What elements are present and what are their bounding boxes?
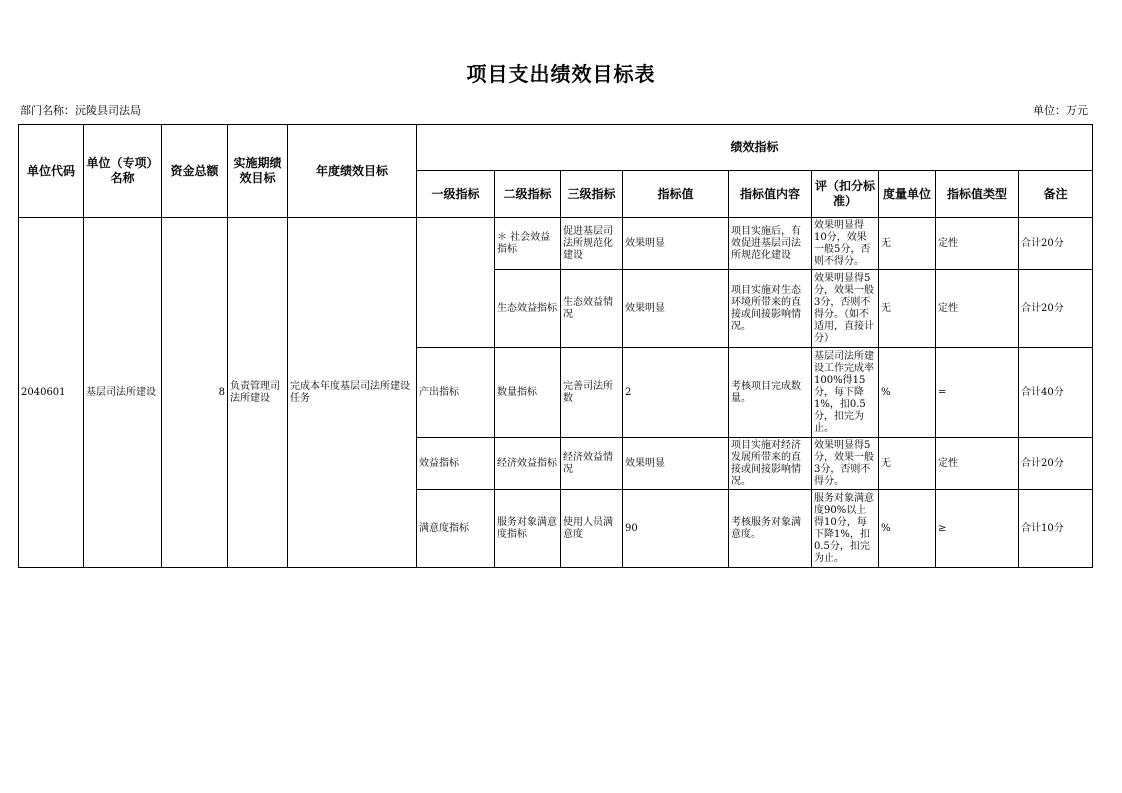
header-level1: 一级指标 <box>417 171 495 218</box>
cell-unit: 无 <box>879 438 936 490</box>
performance-table <box>18 124 1093 568</box>
cell-scoring: 效果明显得10分，效果一般5分，否则不得分。 <box>812 218 879 270</box>
cell-remark: 合计20分 <box>1019 218 1093 270</box>
project-annual-goal: 完成本年度基层司法所建设任务 <box>288 218 417 568</box>
cell-level2: 经济效益指标 <box>495 438 561 490</box>
unit-label: 单位：万元 <box>1033 104 1088 117</box>
cell-level2: ＊ 社会效益指标 <box>495 218 561 270</box>
cell-unit: 无 <box>879 218 936 270</box>
project-code: 2040601 <box>19 218 84 568</box>
cell-unit: 无 <box>879 270 936 348</box>
cell-scoring: 服务对象满意度90%以上得10分，每下降1%，扣0.5分，扣完为止。 <box>812 490 879 568</box>
cell-scoring: 效果明显得5分，效果一般3分，否则不得分。 <box>812 438 879 490</box>
cell-level2: 生态效益指标 <box>495 270 561 348</box>
header-period-goal: 实施期绩效目标 <box>228 125 288 218</box>
project-period-goal: 负责管理司法所建设 <box>228 218 288 568</box>
cell-level2: 服务对象满意度指标 <box>495 490 561 568</box>
cell-level1: 满意度指标 <box>417 490 495 568</box>
cell-level1: 产出指标 <box>417 348 495 438</box>
cell-level3: 经济效益情况 <box>561 438 623 490</box>
header-total-funds: 资金总额 <box>162 125 228 218</box>
header-scoring: 评（扣分标准） <box>812 171 879 218</box>
department-name: 部门名称：沅陵县司法局 <box>20 104 141 117</box>
header-unit-name: 单位（专项）名称 <box>84 125 162 218</box>
cell-remark: 合计10分 <box>1019 490 1093 568</box>
header-remark: 备注 <box>1019 171 1093 218</box>
cell-unit: % <box>879 490 936 568</box>
cell-level1 <box>417 218 495 348</box>
header-measure-unit: 度量单位 <box>879 171 936 218</box>
cell-value: 效果明显 <box>623 270 729 348</box>
cell-level3: 使用人员满意度 <box>561 490 623 568</box>
cell-type: 定性 <box>936 438 1019 490</box>
page-title: 项目支出绩效目标表 <box>466 62 656 86</box>
cell-unit: % <box>879 348 936 438</box>
header-perf-indicators: 绩效指标 <box>417 125 1093 171</box>
cell-type: = <box>936 348 1019 438</box>
cell-content: 考核服务对象满意度。 <box>729 490 812 568</box>
cell-level1: 效益指标 <box>417 438 495 490</box>
cell-content: 项目实施对生态环境所带来的直接或间接影响情况。 <box>729 270 812 348</box>
cell-level3: 完善司法所数 <box>561 348 623 438</box>
cell-remark: 合计20分 <box>1019 270 1093 348</box>
cell-level3: 生态效益情况 <box>561 270 623 348</box>
cell-value: 效果明显 <box>623 218 729 270</box>
cell-value: 效果明显 <box>623 438 729 490</box>
cell-level2: 数量指标 <box>495 348 561 438</box>
header-value-type: 指标值类型 <box>936 171 1019 218</box>
header-indicator-content: 指标值内容 <box>729 171 812 218</box>
cell-remark: 合计40分 <box>1019 348 1093 438</box>
header-level2: 二级指标 <box>495 171 561 218</box>
cell-content: 考核项目完成数量。 <box>729 348 812 438</box>
header-indicator-value: 指标值 <box>623 171 729 218</box>
cell-value: 2 <box>623 348 729 438</box>
cell-content: 项目实施后，有效促进基层司法所规范化建设 <box>729 218 812 270</box>
table-row <box>19 218 1093 270</box>
header-level3: 三级指标 <box>561 171 623 218</box>
cell-value: 90 <box>623 490 729 568</box>
cell-type: 定性 <box>936 218 1019 270</box>
cell-scoring: 效果明显得5分，效果一般3分，否则不得分。（如不适用，直接计分） <box>812 270 879 348</box>
header-unit-code: 单位代码 <box>19 125 84 218</box>
header-annual-goal: 年度绩效目标 <box>288 125 417 218</box>
cell-level3: 促进基层司法所规范化建设 <box>561 218 623 270</box>
cell-scoring: 基层司法所建设工作完成率100%得15分，每下降1%，扣0.5分，扣完为止。 <box>812 348 879 438</box>
project-funds: 8 <box>162 218 228 568</box>
cell-content: 项目实施对经济发展所带来的直接或间接影响情况。 <box>729 438 812 490</box>
cell-remark: 合计20分 <box>1019 438 1093 490</box>
project-name: 基层司法所建设 <box>84 218 162 568</box>
cell-type: 定性 <box>936 270 1019 348</box>
cell-type: ≥ <box>936 490 1019 568</box>
